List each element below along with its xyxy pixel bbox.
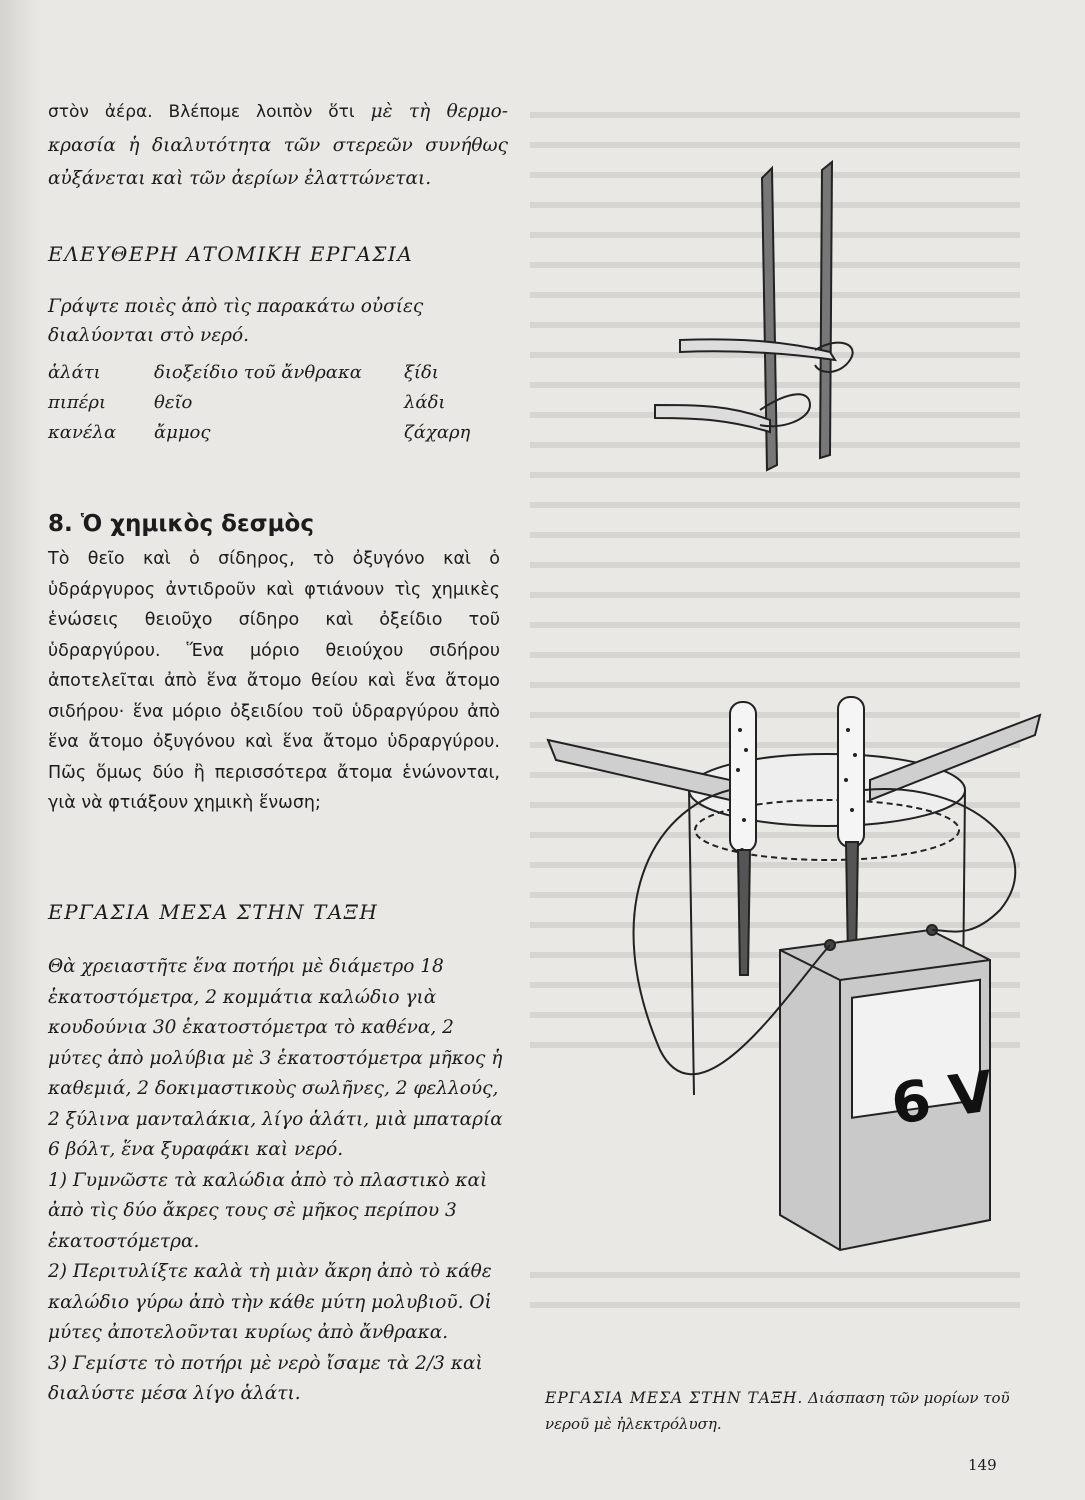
substance-cell: πιπέρι [48, 392, 107, 413]
substance-cell: κανέλα [48, 422, 117, 443]
wire-insulation-bottom [655, 405, 770, 432]
intro-italic-text: μὲ τὴ θερμο- κρασία ἡ διαλυτότητα τῶν στερεῶν συνήθως αὐξάνεται καὶ τῶν ἀερίων ἐλαττώνεται. [48, 101, 508, 189]
test-tube-right [838, 697, 864, 847]
individual-exercise-heading: ΕΛΕΥΘΕΡΗ ΑΤΟΜΙΚΗ ΕΡΓΑΣΙΑ [48, 242, 414, 266]
page-number: 149 [968, 1456, 997, 1474]
electrolysis-apparatus [548, 697, 1040, 1250]
pencil-leads-with-wires [655, 162, 853, 470]
caption-title: ΕΡΓΑΣΙΑ ΜΕΣΑ ΣΤΗΝ ΤΑΞΗ. [545, 1389, 804, 1407]
electrolysis-illustration [530, 90, 1045, 1340]
substance-cell: διοξείδιο τοῦ ἄνθρακα [154, 362, 362, 383]
caption-text: Διάσπαση τῶν μορίων τοῦ νεροῦ μὲ ἠλεκτρόλυση. [545, 1389, 1010, 1433]
page-edge-shadow [0, 0, 40, 1500]
substance-cell: ἁλάτι [48, 362, 101, 383]
intro-plain-text: στὸν ἀέρα. Βλέπομε λοιπὸν ὅτι [48, 102, 371, 122]
step-item: 2) Περιτυλίξτε καλὰ τὴ μιὰν ἄκρη ἀπὸ τὸ κάθε καλώδιο γύρω ἀπὸ τὴν κάθε μύτη μολυβιοῦ. Οἱ μύτες ἀποτελοῦνται κυρίως ἀπὸ ἄνθρακα. [48, 1261, 492, 1343]
materials-paragraph: Θὰ χρειαστῆτε ἕνα ποτήρι μὲ διάμετρο 18 ἑκατοστόμετρα, 2 κομμάτια καλώδιο γιὰ κουδούνια 30 ἑκατοστόμετρα τὸ καθένα, 2 μύτες ἀπὸ μολύβια μὲ 3 ἑκατοστόμετρα μῆκος ἡ καθεμιά, 2 δοκιμαστικοὺς σωλῆνες, 2 φελλούς, 2 ξύλινα μανταλάκια, λίγο ἁλάτι, μιὰ μπαταρία 6 βόλτ, ἕνα ξυραφάκι καὶ νερό. [48, 956, 503, 1160]
class-exercise-text [48, 952, 504, 1410]
class-exercise-heading: ΕΡΓΑΣΙΑ ΜΕΣΑ ΣΤΗΝ ΤΑΞΗ [48, 900, 379, 924]
substance-cell: λάδι [404, 392, 446, 413]
intro-paragraph [48, 95, 508, 195]
individual-exercise-instruction: Γράψτε ποιὲς ἀπὸ τὶς παρακάτω οὐσίες διαλύονται στὸ νερό. [48, 296, 424, 346]
battery-label: 6 V [887, 1059, 998, 1138]
electrode-left [738, 850, 750, 975]
table-row [48, 388, 470, 418]
test-tube-left [730, 702, 756, 852]
substance-cell: ζάχαρη [404, 422, 471, 443]
step-item: 3) Γεμίστε τὸ ποτήρι μὲ νερὸ ἴσαμε τὰ 2/3 καὶ διαλύστε μέσα λίγο ἁλάτι. [48, 1352, 483, 1404]
substance-cell: ξίδι [404, 362, 439, 383]
clothespin-left [548, 740, 730, 800]
table-row [48, 418, 470, 448]
substance-cell: ἄμμος [154, 422, 211, 443]
pencil-lead-right [820, 162, 832, 458]
section-title: 8. Ὁ χημικὸς δεσμὸς [48, 511, 314, 538]
figure-caption [545, 1385, 1025, 1437]
section-body: Τὸ θεῖο καὶ ὁ σίδηρος, τὸ ὀξυγόνο καὶ ὁ ὑδράργυρος ἀντιδροῦν καὶ φτιάνουν τὶς χημικὲς ἑνώσεις θειοῦχο σίδηρο καὶ ὀξείδιο τοῦ ὑδραργύρου. Ἕνα μόριο θειούχου σιδήρου ἀποτελεῖται ἀπὸ ἕνα ἄτομο θείου καὶ ἕνα ἄτομο σιδήρου· ἕνα μόριο ὀξειδίου τοῦ ὑδραργύρου ἀπὸ ἕνα ἄτομο ὀξυγόνου καὶ ἕνα ἄτομο ὑδραργύρου. Πῶς ὅμως δύο ἢ περισσότερα ἄτομα ἑνώνονται, γιὰ νὰ φτιάξουν χημικὴ ἕνωση; [48, 549, 500, 813]
substance-cell: θεῖο [154, 392, 193, 413]
table-row [48, 358, 470, 388]
step-item: 1) Γυμνῶστε τὰ καλώδια ἀπὸ τὸ πλαστικὸ καὶ ἀπὸ τὶς δύο ἄκρες τους σὲ μῆκος περίπου 3 ἑκατοστόμετρα. [48, 1169, 488, 1252]
substances-table [48, 358, 470, 448]
